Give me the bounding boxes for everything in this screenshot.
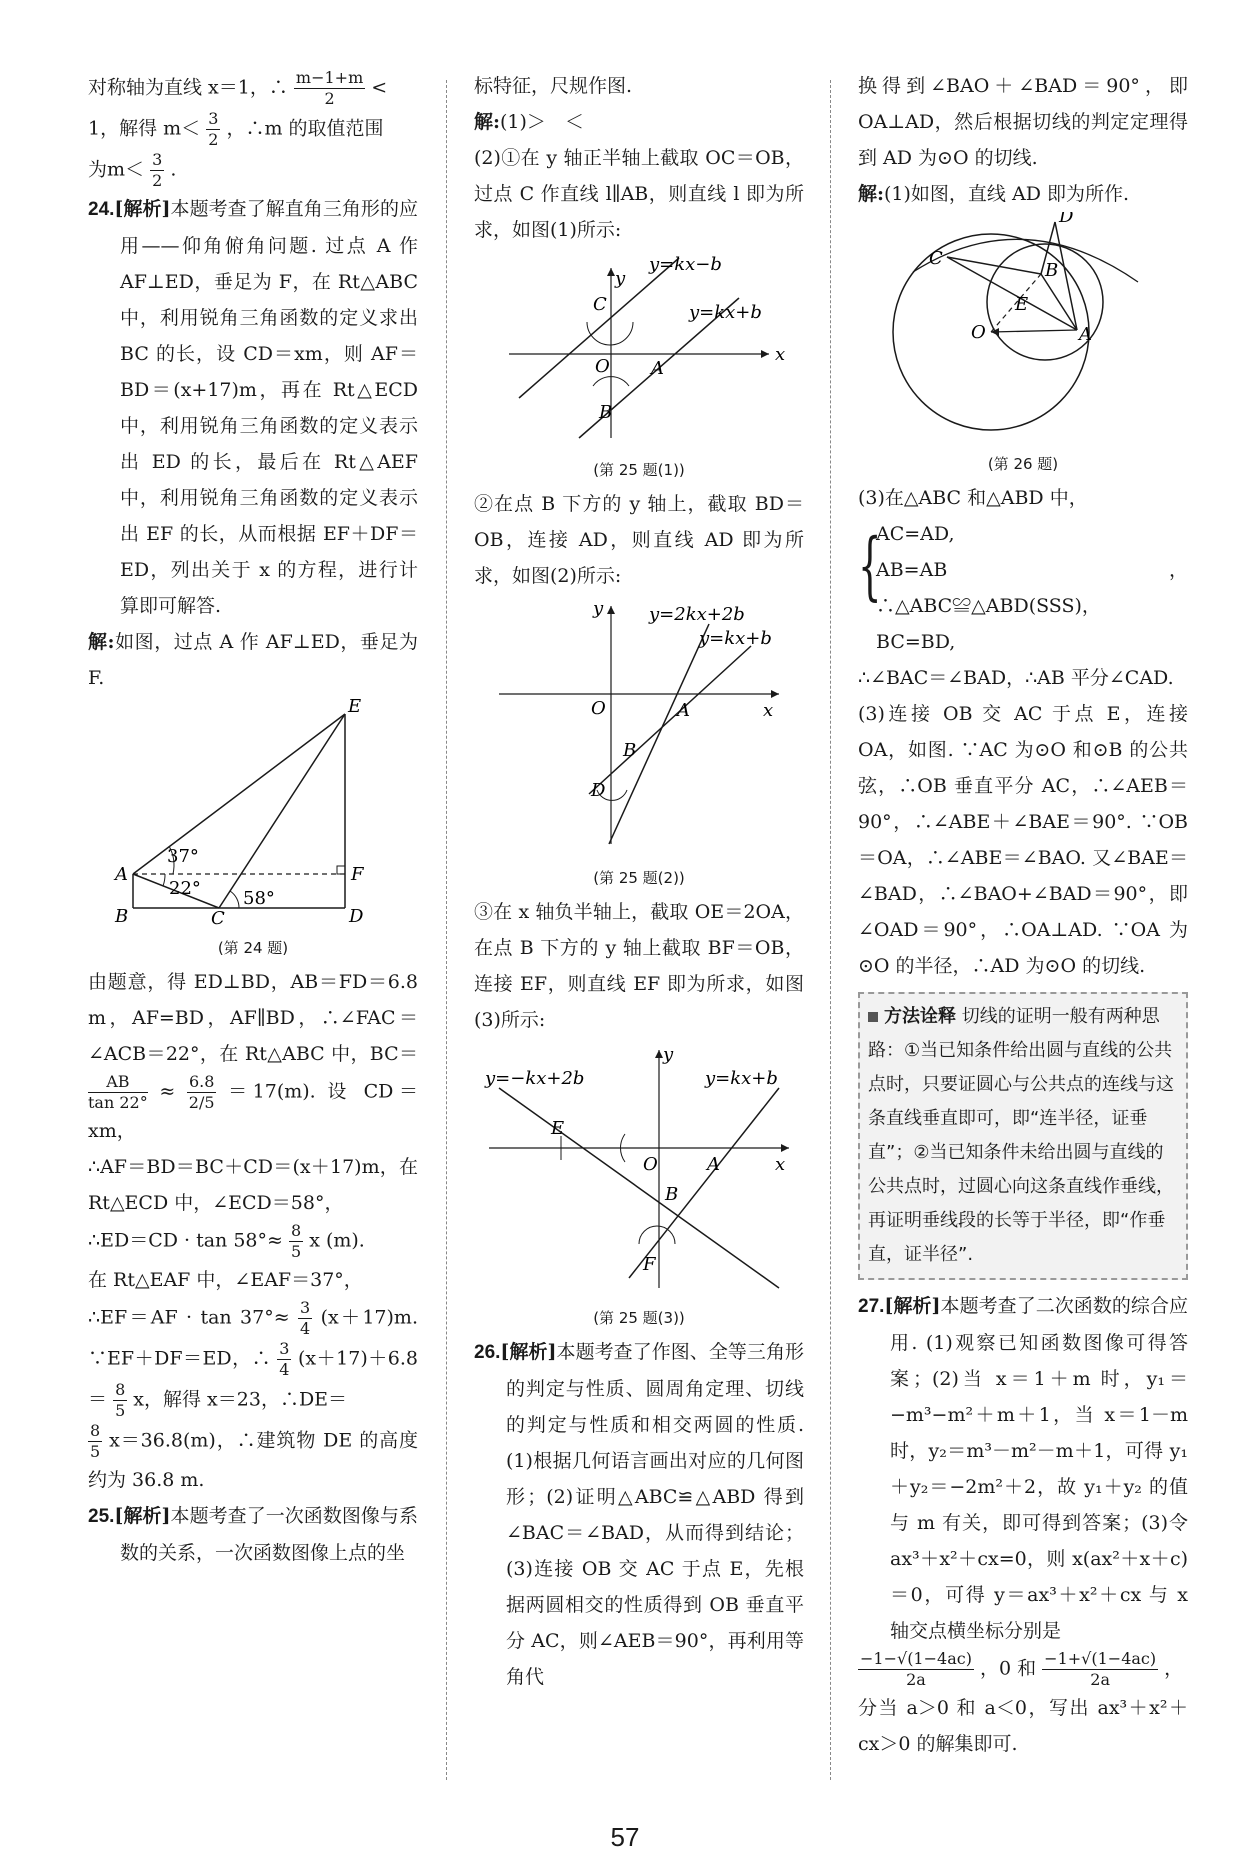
q27-end: 分当 a＞0 和 a＜0，写出 ax³＋x²＋cx＞0 的解集即可. <box>858 1697 1188 1755</box>
fraction: $\frac{-1+√(1-4ac)}{2a}$ <box>1044 1649 1157 1689</box>
figure-24-diagram <box>103 696 403 926</box>
q23-tail-2: 1，解得 m＜ $\frac{3}{2}$ ，∴m 的取值范围 <box>88 109 384 149</box>
fraction: $\frac{-1-√(1-4ac)}{2a}$ <box>860 1649 972 1689</box>
q24-step4: 在 Rt△EAF 中，∠EAF＝37°， <box>88 1269 363 1291</box>
label-C: C <box>929 248 943 269</box>
figure-26-diagram <box>873 212 1173 442</box>
line-label-2: y=kx+b <box>705 1068 778 1089</box>
fraction: $\frac{3}{2}$ <box>152 150 163 190</box>
axis-x: x <box>775 1154 786 1175</box>
q25-solution-2c: ③在 x 轴负半轴上，截取 OE＝2OA，在点 B 下方的 y 轴上截取 BF＝OB，连接 EF，则直线 EF 即为所求，如图(3)所示: <box>474 901 804 1031</box>
label-O: O <box>971 322 986 343</box>
label-B: B <box>115 906 129 926</box>
label-B: B <box>623 740 637 761</box>
system-line: AC=AD, <box>876 523 955 545</box>
method-box-title: 方法诠释 <box>884 1006 956 1027</box>
figure-25-3-caption: (第 25 题(3)) <box>593 1309 685 1327</box>
label-B: B <box>665 1184 679 1205</box>
q27-roots: $\frac{-1-√(1-4ac)}{2a}$ ，0 和 $\frac{-1+√(1-4ac)}{2a}$ ， <box>860 1649 1184 1689</box>
fraction: $\frac{3}{4}$ <box>279 1339 290 1379</box>
method-box <box>858 992 1188 1280</box>
figure-26 <box>858 212 1188 474</box>
line-label-2: y=kx+b <box>689 302 762 323</box>
q26-analysis-cont: 换得到∠BAO＋∠BAD＝90°，即 OA⊥AD，然后根据切线的判定定理得到 AD 为⊙O 的切线. <box>858 75 1188 169</box>
axis-x: x <box>763 700 774 721</box>
q24-step5: ∴EF＝AF · tan 37°≈ $\frac{3}{4}$ (x＋17)m. ∵EF＋DF＝ED，∴ $\frac{3}{4}$ (x＋17)＋6.8＝ $\frac{8}{5}$ x，解得 x＝23，∴DE＝ <box>88 1298 419 1420</box>
label-E: E <box>551 1118 565 1139</box>
fraction: $\frac{m-1+m}{2}$ <box>295 68 364 108</box>
q27-analysis: 27.[解析]本题考查了二次函数的综合应用. (1)观察已知函数图像可得答案；(2)当 x＝1＋m 时，y₁＝−m³−m²＋m＋1，当 x＝1－m 时，y₂＝m³－m²－m＋1，可得 y₁＋y₂＝−2m²＋2，故 y₁＋y₂ 的值与 m 有关，即可得到答案；(3)令 ax³＋x²＋cx=0，则 x(ax²＋x＋c)＝0，可得 y＝ax³＋x²＋cx 与 x 轴交点横坐标分别是 <box>858 1295 1188 1642</box>
axis-y: y <box>593 598 604 619</box>
figure-24-caption: (第 24 题) <box>217 939 289 957</box>
q24-step6: $\frac{8}{5}$ x＝36.8(m)，∴建筑物 DE 的高度约为 36.8 m. <box>88 1421 419 1491</box>
q24-analysis: 24.[解析]本题考查了解直角三角形的应用——仰角俯角问题. 过点 A 作 AF⊥ED，垂足为 F，在 Rt△ABC 中，利用锐角三角函数的定义求出 BC 的长，设 CD＝xm，则 AF＝BD＝(x+17)m，再在 Rt△ECD 中，利用锐角三角函数的定义表示出 ED 的长，最后在 Rt△AEF 中，利用锐角三角函数的定义表示出 EF 的长，从而根据 EF＋DF＝ED，列出关于 x 的方程，进行计算即可解答. <box>88 198 418 617</box>
fraction: $\frac{8}{5}$ <box>115 1380 126 1420</box>
q25-analysis: 25.[解析]本题考查了一次函数图像与系数的关系，一次函数图像上点的坐 <box>88 1505 418 1564</box>
column-divider <box>446 80 447 1780</box>
label-D: D <box>591 780 606 801</box>
figure-25-1-caption: (第 25 题(1)) <box>593 461 685 479</box>
angle-58: 58° <box>243 888 275 909</box>
figure-25-2-diagram <box>489 594 789 856</box>
figure-25-1-diagram <box>489 248 789 448</box>
label-E: E <box>1015 294 1029 315</box>
fraction: $\frac{3}{4}$ <box>300 1298 311 1338</box>
q24-solution-intro: 解:如图，过点 A 作 AF⊥ED，垂足为 F. <box>88 631 419 689</box>
origin-O: O <box>595 356 610 377</box>
line-label-1: y=2kx+2b <box>649 604 745 625</box>
q26-solution-3b: (3)连接 OB 交 AC 于点 E，连接 OA，如图. ∵AC 为⊙O 和⊙B 的公共弦，∴OB 垂直平分 AC，∴∠AEB＝90°，∴∠ABE＋∠BAE＝90°. ∵OB＝OA，∴∠ABE＝∠BAO. 又∠BAE＝∠BAD，∴∠BAO+∠BAD＝90°，即∠OAD＝90°，∴OA⊥AD. ∵OA 为⊙O 的半径，∴AD 为⊙O 的切线. <box>858 703 1188 977</box>
fraction: $\frac{8}{5}$ <box>290 1221 302 1261</box>
label-D: D <box>1059 212 1074 227</box>
system-line: BC=BD, <box>876 631 956 653</box>
column-left <box>88 68 418 1571</box>
label-A: A <box>677 700 690 721</box>
figure-26-caption: (第 26 题) <box>987 455 1059 473</box>
origin-O: O <box>591 698 606 719</box>
line-label-1: y=−kx+2b <box>485 1068 585 1089</box>
column-divider <box>830 80 831 1780</box>
page-number: 57 <box>610 1822 640 1852</box>
q25-solution-2a: (2)①在 y 轴正半轴上截取 OC＝OB，过点 C 作直线 l∥AB，则直线 l 即为所求，如图(1)所示: <box>474 147 804 241</box>
label-F: F <box>643 1254 656 1275</box>
fraction: $\frac{3}{2}$ <box>208 109 219 149</box>
q26-solution-1: 解:(1)如图，直线 AD 即为所作. <box>858 183 1130 205</box>
figure-25-2-caption: (第 25 题(2)) <box>593 869 685 887</box>
axis-x: x <box>775 344 786 365</box>
label-B: B <box>1045 260 1059 281</box>
angle-22: 22° <box>169 878 201 899</box>
label-E: E <box>348 696 362 717</box>
fraction: $\frac{6.8}{2/5}$ <box>188 1072 215 1112</box>
square-bullet-icon <box>868 1012 878 1022</box>
q25-solution-2b: ②在点 B 下方的 y 轴上，截取 BD＝OB，连接 AD，则直线 AD 即为所求，如图(2)所示: <box>474 493 804 587</box>
axis-y: y <box>663 1044 674 1065</box>
figure-25-3 <box>474 1038 804 1328</box>
figure-24 <box>88 696 418 958</box>
origin-O: O <box>643 1154 658 1175</box>
brace: { <box>858 523 882 609</box>
label-C: C <box>211 908 225 926</box>
q24-step2: ∴AF＝BD＝BC＋CD＝(x＋17)m，在 Rt△ECD 中，∠ECD＝58°， <box>88 1156 418 1214</box>
label-A: A <box>1079 324 1092 345</box>
label-B: B <box>599 402 613 423</box>
figure-25-3-diagram <box>479 1038 799 1296</box>
q25-analysis-cont: 标特征，尺规作图. <box>474 75 633 97</box>
label-A: A <box>707 1154 720 1175</box>
figure-25-1 <box>474 248 804 480</box>
q23-tail: 对称轴为直线 x＝1，∴ $\frac{m-1+m}{2}$ < <box>88 68 388 108</box>
label-C: C <box>593 294 607 315</box>
q23-tail-3: 为m＜ $\frac{3}{2}$ . <box>88 150 177 190</box>
column-right <box>858 68 1188 1762</box>
line-label-1: y=kx−b <box>649 254 722 275</box>
figure-25-2 <box>474 594 804 888</box>
q26-solution-3-intro: (3)在△ABC 和△ABD 中， <box>858 487 1088 509</box>
line-label-2: y=kx+b <box>699 628 772 649</box>
angle-37: 37° <box>167 846 199 867</box>
label-A: A <box>651 358 664 379</box>
equation-system <box>858 516 1188 660</box>
method-box-text: 切线的证明一般有两种思路：①当已知条件给出圆与直线的公共点时，只要证圆心与公共点的连线与这条直线垂直即可，即“连半径，证垂直”；②当已知条件未给出圆与直线的公共点时，过圆心向这条直线作垂线，再证明垂线段的长等于半径，即“作垂直，证半径”. <box>868 1006 1174 1265</box>
column-middle <box>474 68 804 1695</box>
label-A: A <box>115 864 128 885</box>
axis-y: y <box>615 268 626 289</box>
q25-solution-1: 解:(1)＞ ＜ <box>474 111 584 133</box>
q26-analysis: 26.[解析]本题考查了作图、全等三角形的判定与性质、圆周角定理、切线的判定与性质和相交两圆的性质. (1)根据几何语言画出对应的几何图形；(2)证明△ABC≌△ABD 得到∠BAC＝∠BAD，从而得到结论；(3)连接 OB 交 AC 于点 E，先根据两圆相交的性质得到 OB 垂直平分 AC，则∠AEB＝90°，再利用等角代 <box>474 1341 804 1688</box>
system-line: AB=AB ，∴△ABC≌△ABD(SSS)， <box>876 559 1188 617</box>
q24-step3: ∴ED＝CD · tan 58°≈ $\frac{8}{5}$ x (m). <box>88 1221 365 1261</box>
fraction: $\frac{8}{5}$ <box>90 1421 101 1461</box>
q24-step1: 由题意，得 ED⊥BD，AB＝FD＝6.8 m，AF=BD，AF∥BD，∴∠FAC＝∠ACB＝22°，在 Rt△ABC 中，BC＝ $\frac{AB}{\tan 22^\circ}$ ≈ $\frac{6.8}{2/5}$ ＝17(m). 设 CD＝xm， <box>88 971 418 1142</box>
label-D: D <box>349 906 364 926</box>
fraction: $\frac{AB}{\tan 22^\circ}$ <box>88 1072 148 1112</box>
q26-solution-3a: ∴∠BAC＝∠BAD，∴AB 平分∠CAD. <box>858 667 1174 689</box>
label-F: F <box>351 864 364 885</box>
